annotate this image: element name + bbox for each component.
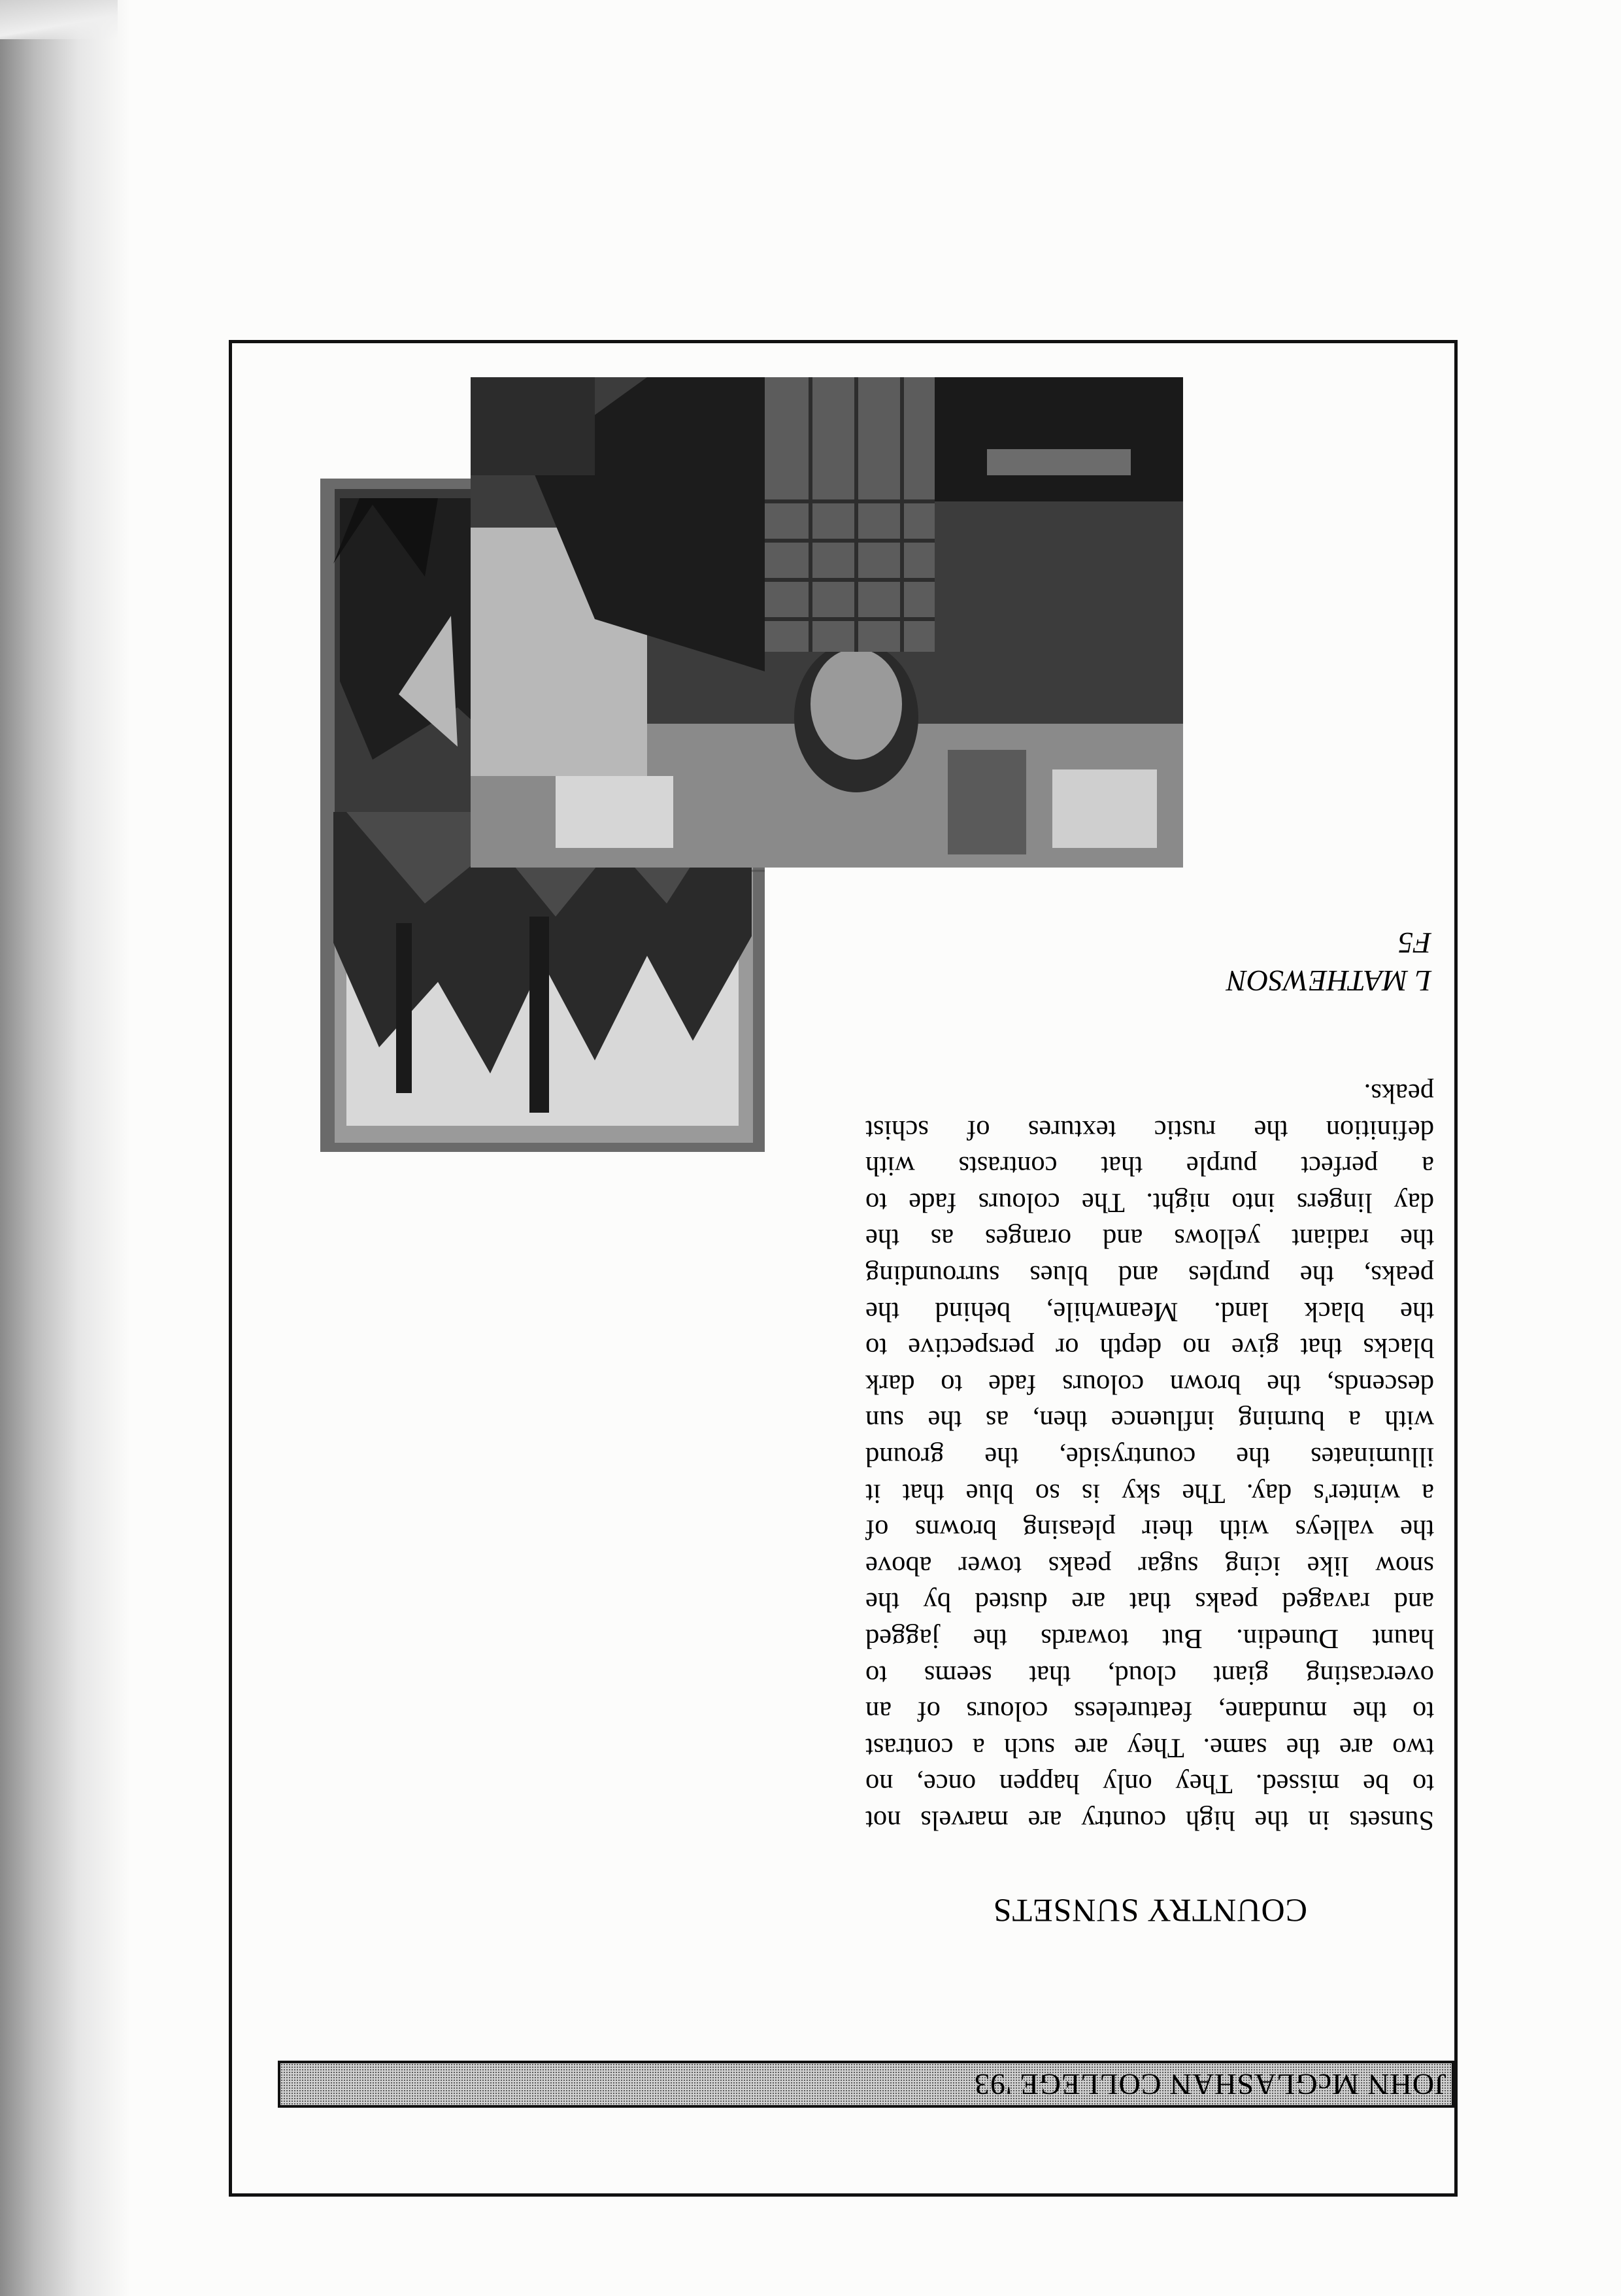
body-line: the radiant yellows and oranges as the	[865, 1223, 1434, 1255]
body-line: to be missed. They only happen once, no	[865, 1768, 1434, 1800]
body-line: with a burning influence then, as the sun	[865, 1405, 1434, 1436]
portrait-photo	[471, 377, 1183, 868]
body-line: overcasting giant cloud, that seems to	[865, 1659, 1434, 1691]
article-title: COUNTRY SUNSETS	[992, 1893, 1307, 1929]
body-line: two are the same. They are such a contrast	[865, 1732, 1434, 1763]
body-line: day lingers into night. The colours fade to	[865, 1187, 1434, 1218]
body-line: a perfect purple that contrasts with	[865, 1151, 1434, 1182]
body-line: definition the rustic textures of schist	[865, 1114, 1434, 1145]
byline-form: F5	[1397, 926, 1431, 960]
body-line: the valleys with their pleasing browns of	[865, 1514, 1434, 1545]
portrait-image	[471, 377, 1183, 868]
body-line: to the mundane, featureless colours of an	[865, 1696, 1434, 1727]
body-line: and ravaged peaks that are dusted by the	[865, 1587, 1434, 1618]
body-line: peaks.	[1363, 1078, 1434, 1109]
byline-author: L MATHEWSON	[1226, 964, 1431, 998]
body-line: haunt Dunedin. But towards the jagged	[865, 1623, 1434, 1655]
body-line: Sunsets in the high country are marvels not	[865, 1805, 1434, 1836]
body-line: peaks, the purples and blues surrounding	[865, 1260, 1434, 1291]
body-line: snow like icing sugar peaks tower above	[865, 1550, 1434, 1581]
body-line: the black land. Meanwhile, behind the	[865, 1296, 1434, 1327]
body-line: blacks that give no depth or perspective to	[865, 1332, 1434, 1364]
article-body	[865, 1075, 1434, 1838]
college-header-band: JOHN McGLASHAN COLLEGE '93	[278, 2061, 1454, 2108]
body-line: descends, the brown colours fade to dark	[865, 1368, 1434, 1400]
body-line: a winter's day. The sky is so blue that it	[865, 1477, 1434, 1509]
body-line: illuminates the countryside, the ground	[865, 1442, 1434, 1473]
